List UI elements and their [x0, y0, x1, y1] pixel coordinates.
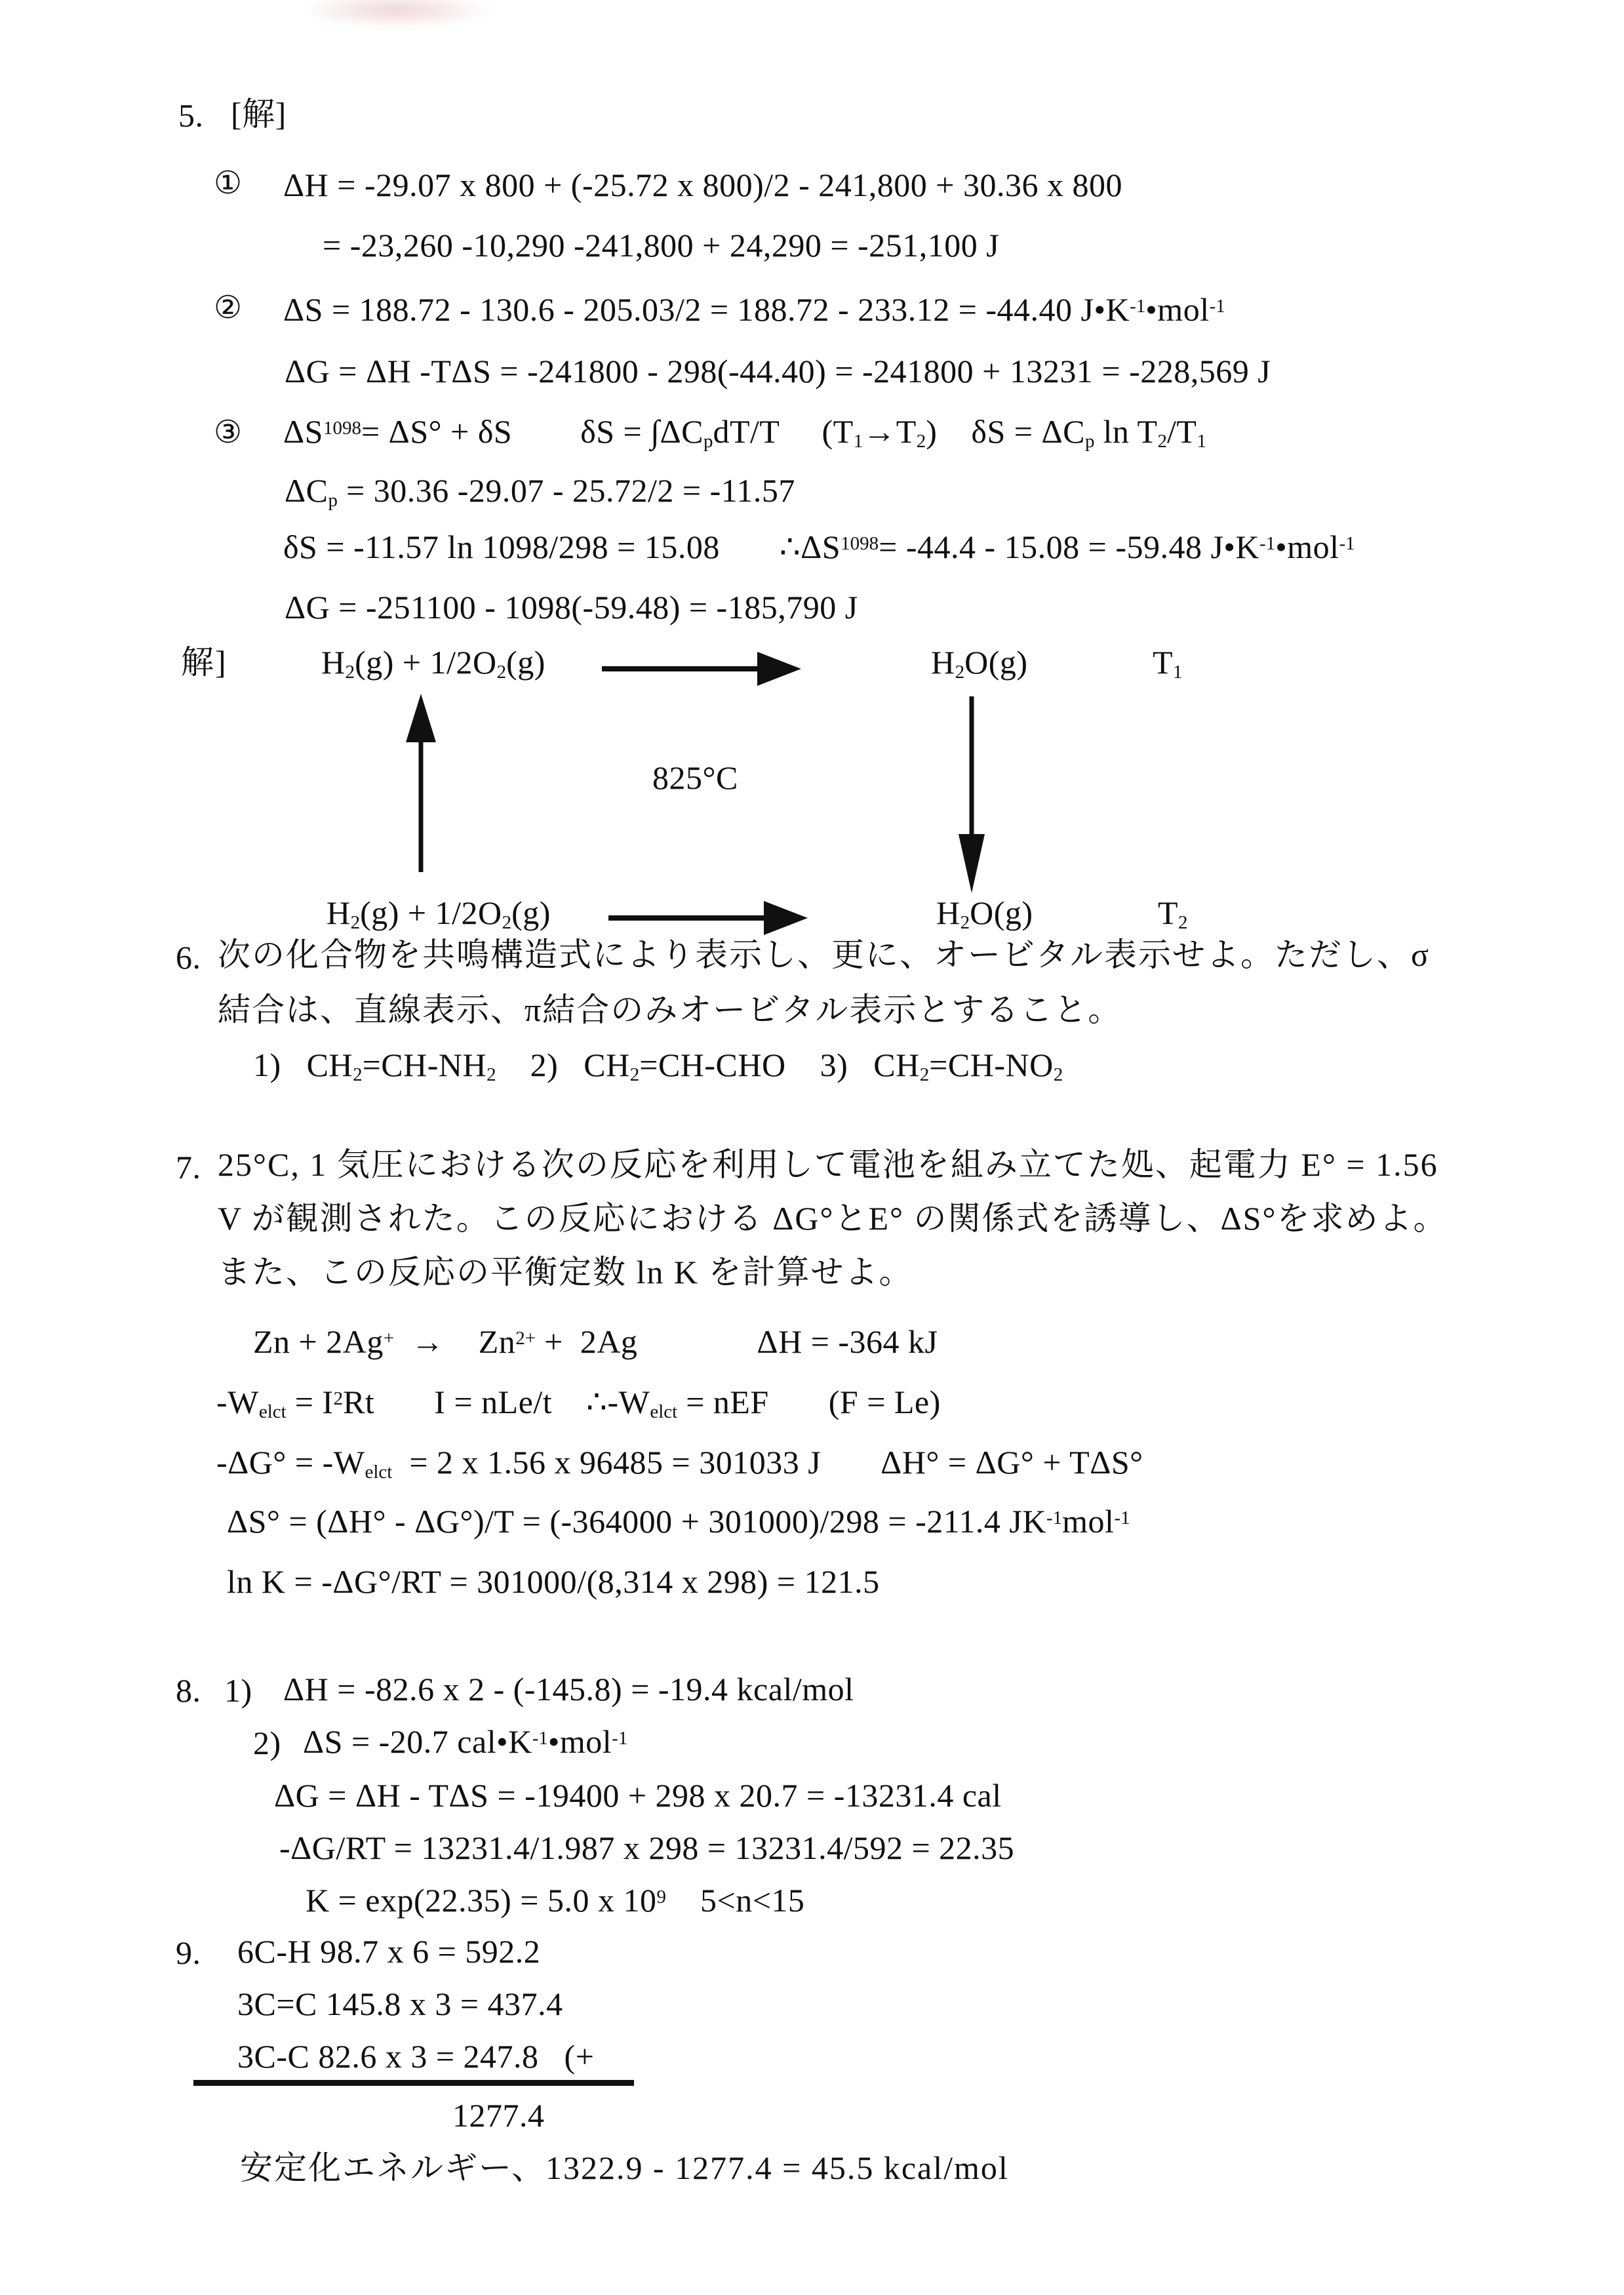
problem5-kai-label: [解] [231, 96, 287, 132]
step1-marker: ① [214, 165, 243, 201]
problem7-entropy-equation: ΔS° = (ΔH° - ΔG°)/T = (-364000 + 301000)/298 = -211.4 $JK^{-1}mol^{-1}$ [227, 1503, 1130, 1540]
diagram-kai-label: 解] [181, 644, 228, 681]
problem7-work-equation: $-W_{elct} = I^2Rt$ I = nLe/t $\therefore-W_{elct}$ = nEF (F = Le) [216, 1384, 941, 1423]
problem6-text-line1: 次の化合物を共鳴構造式により表示し、更に、オービタル表示せよ。ただし、σ [218, 936, 1430, 973]
diagram-arrows [0, 0, 1624, 984]
problem7-text-line1: 25°C, 1 気圧における次の反応を利用して電池を組み立てた処、起電力 E° = 1.56 [218, 1146, 1438, 1183]
bottom-reaction-arrowhead [764, 901, 808, 935]
problem8-gibbs-rt-equation: -ΔG/RT = 13231.4/1.987 x 298 = 13231.4/592 = 22.35 [279, 1829, 1015, 1866]
diagram-t2-label: $T_2$ [1158, 894, 1188, 934]
problem7-text-line3: また、この反応の平衡定数 ln K を計算せよ。 [218, 1254, 913, 1290]
problem5-number: 5. [178, 97, 204, 134]
problem8-item1-marker: 1) [224, 1672, 252, 1709]
problem7-number: 7. [176, 1149, 201, 1186]
diagram-t1-label: $T_1$ [1153, 644, 1183, 683]
problem7-lnk-equation: ln K = -ΔG°/RT = 301000/(8,314 x 298) = 121.5 [227, 1563, 880, 1600]
problem8-number: 8. [176, 1672, 201, 1709]
problem8-gibbs-equation: ΔG = ΔH - TΔS = -19400 + 298 x 20.7 = -13231.4 cal [274, 1777, 1002, 1814]
problem9-number: 9. [176, 1934, 201, 1971]
step1-result: = -23,260 -10,290 -241,800 + 24,290 = -251,100 J [323, 227, 1000, 264]
step3-gibbs: ΔG = -251100 - 1098(-59.48) = -185,790 J [285, 589, 858, 626]
problem9-sum: 1277.4 [452, 2097, 545, 2134]
problem9-stabilization-energy: 安定化エネルギー、1322.9 - 1277.4 = 45.5 kcal/mol [240, 2149, 1009, 2186]
step3-entropy-relation: $\Delta S^{1098}= \Delta S^\circ + \delta S$ $\delta S = \int\Delta C_pdT/T$ $(T_1\to T_2)$ $\delta S = \Delta C_p$ $\ln T_2/T_1$ [283, 413, 1206, 452]
right-down-arrowhead [959, 834, 985, 893]
problem6-compounds: 1) $CH_2=CH-NH_2$ 2) $CH_2=CH$-CHO 3) $CH_2=CH-NO_2$ [253, 1047, 1063, 1086]
step3-delta-s: δS = -11.57 ln 1098/298 = 15.08 $\therefore\Delta S^{1098}= -44.4 - 15.08 = -59.48$ $J•K^{-1}•mol^{-1}$ [283, 529, 1355, 565]
problem8-item2-equation: ΔS = -20.7 $cal•K^{-1}•mol^{-1}$ [303, 1723, 628, 1760]
problem7-reaction-equation: Zn + 2Ag+ → $Zn^{2+} + 2Ag$ ΔH = -364 kJ [253, 1323, 938, 1360]
sum-rule [193, 2080, 634, 2086]
left-up-arrowhead [406, 694, 436, 742]
problem9-cc-single-bonds: 3C-C 82.6 x 3 = 247.8 (+ [237, 2038, 595, 2075]
step3-marker: ③ [214, 414, 243, 450]
problem9-cc-double-bonds: 3C=C 145.8 x 3 = 437.4 [237, 1986, 563, 2022]
problem9-ch-bonds: 6C-H 98.7 x 6 = 592.2 [237, 1933, 541, 1970]
step2-gibbs: ΔG = ΔH -TΔS = -241800 - 298(-44.40) = -241800 + 13231 = -228,569 J [285, 353, 1271, 389]
step2-equation: ΔS = 188.72 - 130.6 - 205.03/2 = 188.72 - 233.12 = -44.40 $J•K^{-1}•mol^{-1}$ [283, 291, 1225, 328]
problem8-item1-equation: ΔH = -82.6 x 2 - (-145.8) = -19.4 kcal/mol [283, 1671, 854, 1707]
problem6-text-line2: 結合は、直線表示、π結合のみオービタル表示とすること。 [218, 991, 1122, 1028]
diagram-product-bottom: $H_2O(g)$ [936, 894, 1033, 934]
problem7-gibbs-equation: $-\Delta G^\circ = -W_{elct} = 2$ x 1.56 x 96485 = 301033 J ΔH° = ΔG° + TΔS° [216, 1444, 1143, 1483]
diagram-product-top: $H_2O(g)$ [931, 644, 1028, 683]
diagram-reactant-bottom: $H_2(g) + 1/2O_2(g)$ [327, 894, 551, 934]
step2-marker: ② [214, 289, 243, 326]
problem7-text-line2: V が観測された。この反応における ΔG°とE° の関係式を誘導し、ΔS°を求めよ。 [218, 1200, 1448, 1237]
step1-equation: ΔH = -29.07 x 800 + (-25.72 x 800)/2 - 241,800 + 30.36 x 800 [283, 167, 1122, 203]
step3-cp: $\Delta C_p = 30.36$ -29.07 - 25.72/2 = -11.57 [285, 472, 795, 511]
problem8-k-equation: K = exp(22.35) = 5.0 x $10^9$ 5<n<15 [306, 1882, 805, 1919]
diagram-temperature-label: 825°C [652, 759, 738, 796]
top-reaction-arrowhead [757, 652, 801, 686]
problem8-item2-marker: 2) [253, 1725, 281, 1761]
diagram-reactant-top: $H_2(g) + 1/2O_2(g)$ [321, 644, 545, 683]
problem6-number: 6. [176, 939, 201, 976]
